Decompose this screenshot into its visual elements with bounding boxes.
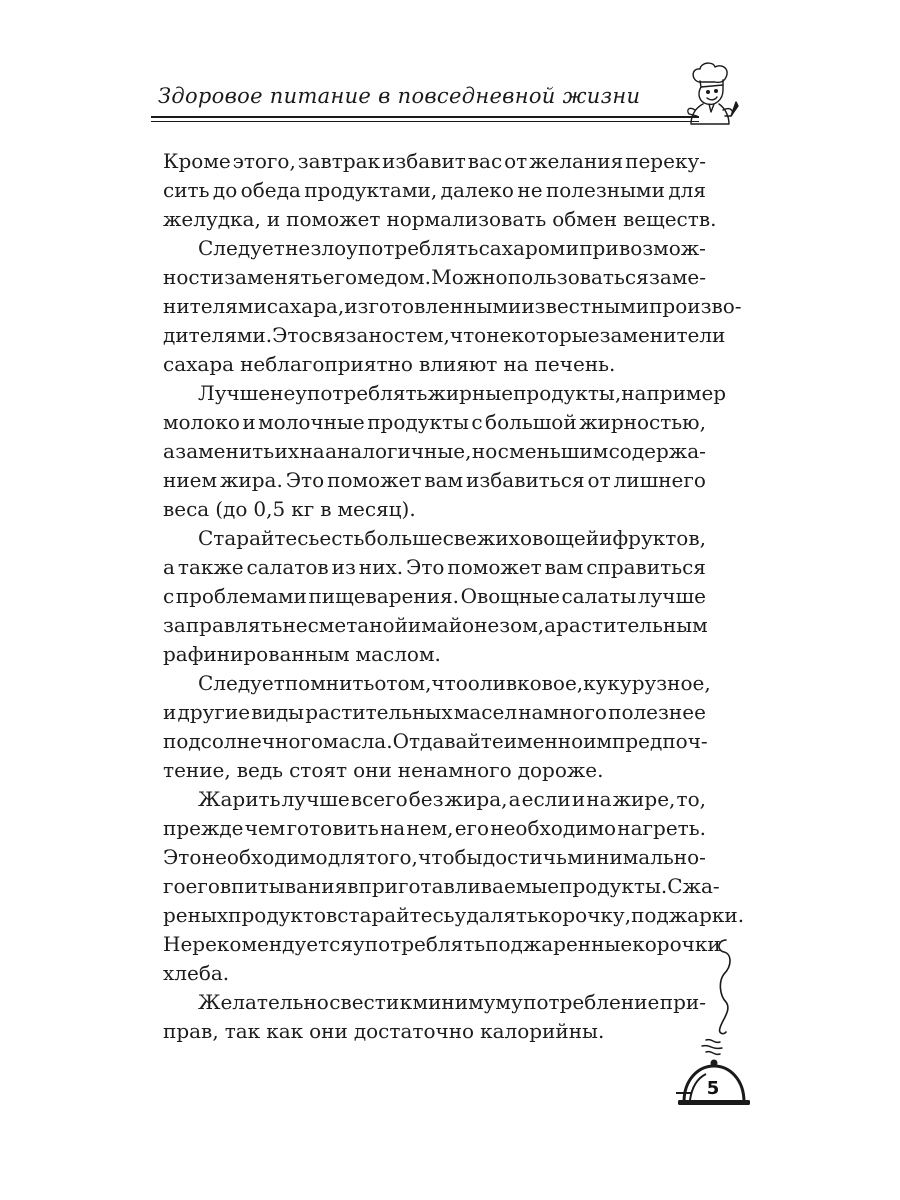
header-rule-thin: [151, 121, 699, 122]
word: в: [320, 497, 332, 521]
text-line: [163, 727, 706, 756]
text-line: [163, 466, 706, 495]
word: потребление: [523, 990, 660, 1014]
word: не: [517, 178, 543, 202]
text-line: [163, 1017, 706, 1046]
word: они: [309, 1019, 348, 1043]
word: его: [185, 874, 220, 898]
word: Отдавайте: [392, 729, 504, 753]
word: некоторые: [486, 323, 600, 347]
word: молочные: [258, 410, 365, 434]
text-line: [163, 408, 706, 437]
word: избавит: [382, 149, 466, 173]
text-line: [163, 263, 706, 292]
word: вас: [467, 149, 503, 173]
word: желания: [529, 149, 624, 173]
word: жире,: [612, 787, 676, 811]
word: переку-: [625, 149, 706, 173]
word: сахара,: [266, 294, 345, 318]
word: нем,: [406, 816, 454, 840]
word: жирные: [427, 381, 514, 405]
word: но: [471, 439, 498, 463]
word: Это: [272, 323, 311, 347]
word: на: [299, 439, 325, 463]
word: масел: [453, 700, 518, 724]
word: вам: [544, 555, 584, 579]
word: от: [504, 149, 528, 173]
word: желудка,: [163, 207, 261, 231]
word: заменять: [224, 265, 323, 289]
word: подсолнечного: [163, 729, 323, 753]
word: поджарки.: [631, 903, 745, 927]
word: веществ.: [623, 207, 717, 231]
word: Это: [406, 555, 445, 579]
word: приготавливаемые: [358, 874, 560, 898]
word: что: [449, 323, 487, 347]
word: заправлять: [163, 613, 283, 637]
word: содержа-: [608, 439, 706, 463]
word: Это: [285, 468, 325, 492]
word: сахара: [163, 352, 235, 376]
word: влияют: [418, 352, 498, 376]
word: а: [163, 555, 175, 579]
word: возмож-: [618, 236, 706, 260]
text-line: [163, 901, 745, 930]
word: продуктами,: [304, 178, 438, 202]
word: и: [571, 787, 586, 811]
word: от: [587, 468, 611, 492]
word: с: [393, 323, 406, 347]
word: на: [379, 816, 406, 840]
text-line: [163, 814, 706, 843]
word: кг: [291, 497, 315, 521]
word: ности: [163, 265, 224, 289]
word: удалять: [454, 903, 538, 927]
word: завтрак: [297, 149, 381, 173]
word: нормализовать: [386, 207, 547, 231]
word: предпоч-: [612, 729, 708, 753]
word: тение,: [163, 758, 231, 782]
word: жирностью,: [579, 410, 706, 434]
word: сметаной: [307, 613, 408, 637]
word: молоко: [163, 410, 240, 434]
word: и: [565, 236, 579, 260]
word: продукты.: [559, 874, 668, 898]
word: о: [374, 671, 387, 695]
word: к: [399, 990, 413, 1014]
page-number: 5: [706, 1078, 720, 1099]
word: что: [431, 671, 468, 695]
word: прав,: [163, 1019, 219, 1043]
word: нителями: [163, 294, 267, 318]
word: они: [353, 758, 392, 782]
word: обеда: [240, 178, 301, 202]
word: хлеба.: [163, 961, 230, 985]
word: том,: [386, 671, 432, 695]
text-line: [163, 640, 706, 669]
word: вам: [424, 468, 464, 492]
word: рафинированным: [163, 642, 350, 666]
word: а: [508, 787, 521, 811]
word: 0,5: [253, 497, 286, 521]
word: ненамного: [397, 758, 512, 782]
word: поджаренные: [485, 932, 633, 956]
word: минимуму: [412, 990, 523, 1014]
word: маслом.: [355, 642, 441, 666]
word: злоупотреблять: [310, 236, 479, 260]
header-title: Здоровое питание в повседневной жизни: [158, 84, 641, 108]
text-line: [163, 698, 706, 727]
word: Следует: [198, 236, 285, 260]
text-line: [163, 611, 706, 640]
text-line: [163, 176, 706, 205]
word: тем,: [405, 323, 450, 347]
text-line: [163, 930, 721, 959]
word: Жарить: [198, 787, 281, 811]
word: при: [579, 236, 619, 260]
text-line: [163, 872, 720, 901]
word: впитывания: [219, 874, 348, 898]
word: именно: [503, 729, 584, 753]
word: Можно: [431, 265, 508, 289]
word: сить: [163, 178, 210, 202]
word: его: [454, 816, 490, 840]
text-line: [198, 234, 706, 263]
word: в: [347, 874, 359, 898]
word: большой: [485, 410, 577, 434]
word: медом.: [357, 265, 431, 289]
word: овощей: [519, 526, 600, 550]
word: фруктов,: [612, 526, 706, 550]
word: помнить: [284, 671, 375, 695]
word: Желательно: [198, 990, 329, 1014]
word: Следует: [198, 671, 285, 695]
word: корочки: [632, 932, 721, 956]
word: готовить: [286, 816, 379, 840]
word: оливковое,: [467, 671, 584, 695]
word: поможет: [447, 555, 542, 579]
word: заме-: [648, 265, 706, 289]
word: того,: [365, 845, 418, 869]
text-line: [163, 350, 706, 379]
word: прежде: [163, 816, 244, 840]
word: чем: [244, 816, 286, 840]
word: если: [521, 787, 571, 811]
word: них.: [358, 555, 404, 579]
text-line: [163, 959, 706, 988]
word: кукурузное,: [583, 671, 711, 695]
word: (до: [215, 497, 248, 521]
word: пользоваться: [507, 265, 649, 289]
word: виды: [251, 700, 305, 724]
word: жира.: [220, 468, 283, 492]
word: заменители: [599, 323, 726, 347]
word: не: [282, 613, 308, 637]
chef-illustration-icon: [683, 60, 739, 126]
text-line: [198, 785, 706, 814]
word: известными: [521, 294, 650, 318]
text-line: [198, 669, 711, 698]
word: салаты: [561, 584, 637, 608]
word: достаточно: [353, 1019, 475, 1043]
word: масла.: [322, 729, 393, 753]
word: Овощные: [460, 584, 560, 608]
word: для: [668, 178, 706, 202]
word: полезнее: [608, 700, 706, 724]
word: рекомендуется: [192, 932, 353, 956]
text-line: [163, 495, 706, 524]
word: проблемами: [175, 584, 307, 608]
word: всего: [350, 787, 408, 811]
word: продукты: [367, 410, 469, 434]
word: с: [163, 584, 175, 608]
word: например: [621, 381, 727, 405]
word: также: [177, 555, 244, 579]
word: майонезом,: [421, 613, 545, 637]
word: их: [274, 439, 300, 463]
word: и: [242, 410, 256, 434]
word: поможет: [327, 468, 422, 492]
word: употреблять: [295, 381, 428, 405]
word: как: [266, 1019, 304, 1043]
word: больше: [364, 526, 443, 550]
word: жира,: [444, 787, 508, 811]
word: до: [212, 178, 238, 202]
word: при-: [659, 990, 706, 1014]
word: намного: [518, 700, 607, 724]
word: необходимо: [490, 816, 617, 840]
serving-cloche-icon: [676, 1036, 756, 1116]
word: связано: [310, 323, 394, 347]
text-line: [198, 379, 727, 408]
word: салатов: [246, 555, 329, 579]
text-line: [163, 756, 706, 785]
word: жа-: [682, 874, 720, 898]
word: другие: [177, 700, 251, 724]
word: Это: [163, 845, 202, 869]
word: то,: [676, 787, 706, 811]
word: чтобы: [418, 845, 483, 869]
word: калорийны.: [480, 1019, 605, 1043]
word: с: [497, 439, 509, 463]
word: ведь: [236, 758, 284, 782]
word: этого,: [232, 149, 296, 173]
word: корочку,: [537, 903, 632, 927]
word: неблагоприятно: [240, 352, 413, 376]
word: нием: [163, 468, 218, 492]
word: нагреть.: [617, 816, 706, 840]
text-line: [198, 524, 706, 553]
word: дителями.: [163, 323, 273, 347]
word: поможет: [286, 207, 381, 231]
text-line: [163, 437, 706, 466]
word: растительных: [305, 700, 453, 724]
text-line: [163, 147, 706, 176]
word: так: [224, 1019, 261, 1043]
text-line: [163, 292, 742, 321]
word: произво-: [649, 294, 742, 318]
word: продуктов: [228, 903, 338, 927]
word: лучше: [637, 584, 706, 608]
word: аналогичные,: [325, 439, 472, 463]
word: старайтесь: [337, 903, 455, 927]
word: изготовленными: [344, 294, 522, 318]
word: минимально-: [567, 845, 706, 869]
word: избавиться: [466, 468, 585, 492]
word: и: [407, 613, 422, 637]
text-line: [163, 582, 706, 611]
word: продукты,: [513, 381, 622, 405]
header-rule: [151, 116, 699, 118]
word: не: [285, 236, 311, 260]
word: есть: [319, 526, 365, 550]
word: С: [667, 874, 683, 898]
word: растительным: [556, 613, 708, 637]
word: свежих: [442, 526, 520, 550]
word: а: [163, 439, 175, 463]
word: на: [503, 352, 529, 376]
word: без: [408, 787, 444, 811]
word: реных: [163, 903, 229, 927]
word: и: [163, 700, 177, 724]
word: свести: [329, 990, 400, 1014]
word: далеко: [440, 178, 514, 202]
word: употреблять: [352, 932, 486, 956]
word: меньшим: [509, 439, 609, 463]
word: лишнего: [613, 468, 706, 492]
text-line: [163, 205, 717, 234]
text-line: [163, 553, 706, 582]
word: пищеварения.: [308, 584, 459, 608]
word: необходимо: [201, 845, 328, 869]
word: с: [471, 410, 483, 434]
word: печень.: [534, 352, 616, 376]
word: на: [586, 787, 612, 811]
word: сахаром: [478, 236, 566, 260]
word: месяц).: [337, 497, 416, 521]
word: а: [544, 613, 557, 637]
text-line: [163, 843, 706, 872]
word: Не: [163, 932, 193, 956]
word: справиться: [586, 555, 706, 579]
word: для: [327, 845, 366, 869]
word: достичь: [482, 845, 567, 869]
word: веса: [163, 497, 210, 521]
word: и: [266, 207, 281, 231]
word: заменить: [175, 439, 275, 463]
word: Лучше: [198, 381, 271, 405]
word: Старайтесь: [198, 526, 320, 550]
word: не: [270, 381, 296, 405]
word: лучше: [281, 787, 350, 811]
word: обмен: [552, 207, 618, 231]
decorative-curl-icon: [708, 936, 738, 1036]
word: и: [599, 526, 613, 550]
text-line: [198, 988, 706, 1017]
word: полезными: [545, 178, 665, 202]
text-line: [163, 321, 726, 350]
word: го: [163, 874, 186, 898]
word: Кроме: [163, 149, 231, 173]
word: его: [322, 265, 358, 289]
word: дороже.: [517, 758, 604, 782]
word: из: [331, 555, 356, 579]
word: стоят: [289, 758, 348, 782]
word: им: [583, 729, 613, 753]
